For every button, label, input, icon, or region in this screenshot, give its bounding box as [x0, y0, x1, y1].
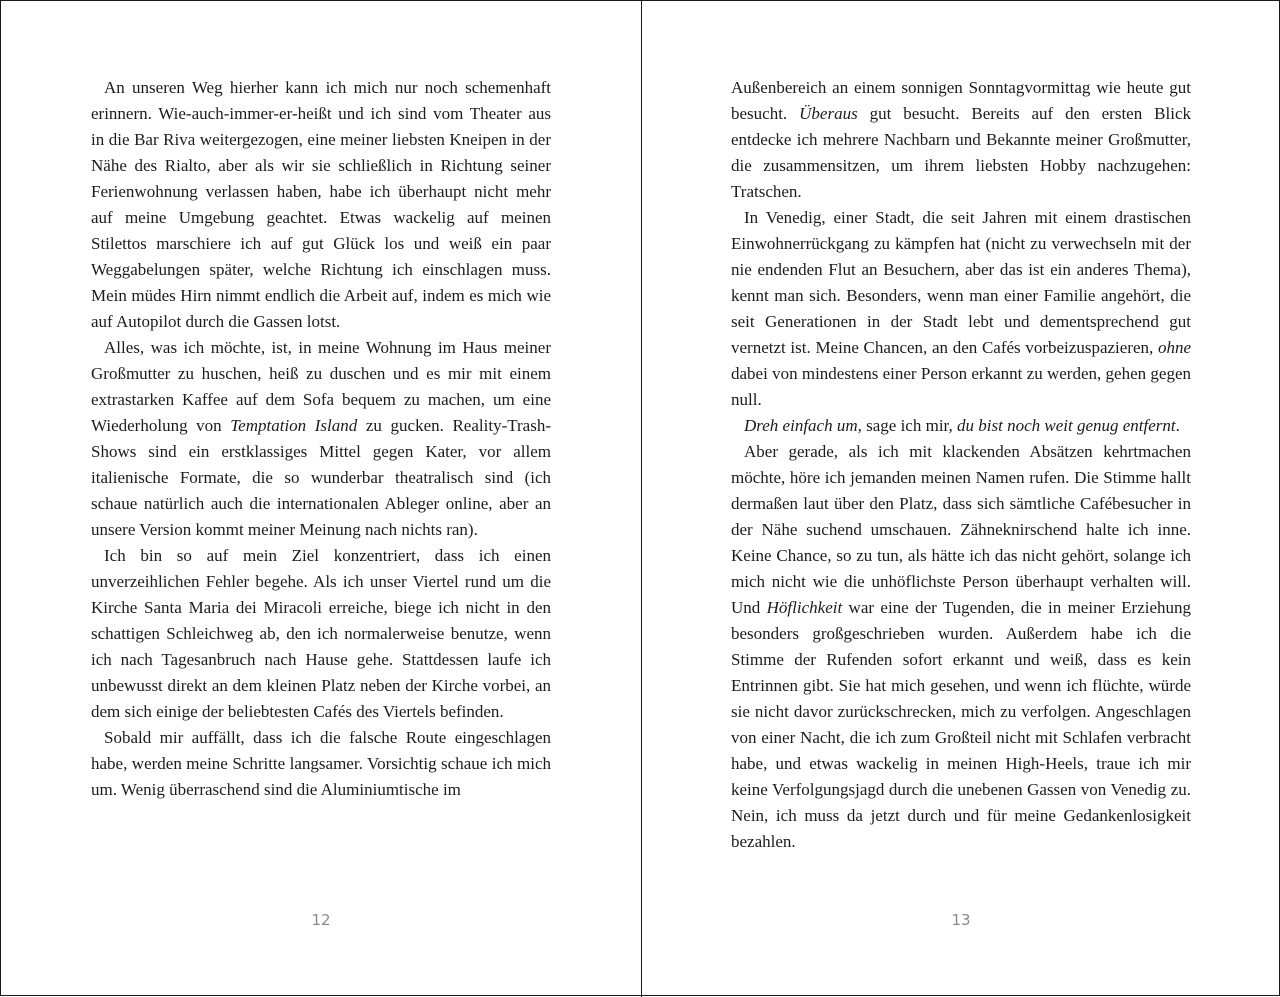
paragraph-text: .: [1175, 416, 1180, 435]
italic-emphasis: Überaus: [799, 104, 858, 123]
paragraph-text: Außenbereich an einem sonnigen Sonntagvormittag wie heute gut besucht.: [731, 78, 1191, 123]
paragraph-text: Aber gerade, als ich mit klackenden Absätzen kehrtmachen möchte, höre ich jemanden meinen Namen rufen. Die Stimme hallt dermaßen laut über den Platz, dass sich sämtliche Cafébesucher in der Nähe suchend umschauen. Zähneknirschend halte ich inne. Keine Chance, so zu tun, als hätte ich das nicht gehört, solange ich mich nicht wie die unhöflichste Person überhaupt verhalten will. Und: [731, 442, 1191, 617]
italic-emphasis: ohne: [1157, 338, 1191, 357]
italic-emphasis: Höflichkeit: [766, 598, 843, 617]
page-number-left: 12: [311, 911, 331, 929]
left-page-text: [91, 75, 551, 803]
paragraph-text: gut besucht. Bereits auf den ersten Blick entdecke ich mehrere Nachbarn und Bekannte meiner Großmutter, die zusammensitzen, um ihrem liebsten Hobby nachzugehen: Tratschen.: [731, 104, 1191, 201]
page-number-right: 13: [951, 911, 971, 929]
paragraph: Ich bin so auf mein Ziel konzentriert, dass ich einen unverzeihlichen Fehler begehe. Als ich unser Viertel rund um die Kirche Santa Maria dei Miracoli erreiche, biege ich nicht in den schattigen Schleichweg ab, den ich normalerweise benutze, wenn ich nach Tagesanbruch nach Hause gehe. Stattdessen laufe ich unbewusst direkt an dem kleinen Platz neben der Kirche vorbei, an dem sich einige der beliebtesten Cafés des Viertels befinden.: [91, 546, 551, 721]
page-gutter: [641, 1, 642, 997]
italic-title: Temptation Island: [230, 416, 358, 435]
paragraph-text: , sage ich mir,: [857, 416, 958, 435]
italic-thought: Dreh einfach um: [744, 416, 858, 435]
paragraph: [731, 75, 1191, 205]
right-page-text: [731, 75, 1191, 855]
paragraph-text: In Venedig, einer Stadt, die seit Jahren mit einem drastischen Einwohnerrückgang zu kämpfen hat (nicht zu verwechseln mit der nie endenden Flut an Besuchern, aber das ist ein anderes Thema), kennt man sich. Besonders, wenn man einer Familie angehört, die seit Generationen in der Stadt lebt und dementsprechend gut vernetzt ist. Meine Chancen, an den Cafés vorbeizuspazieren,: [731, 208, 1191, 357]
paragraph-text: zu gucken. Reality-Trash-Shows sind ein erstklassiges Mittel gegen Kater, vor allem italienische Formate, die so wunderbar theatralisch sind (ich schaue natürlich auch die internationalen Ableger online, aber an unsere Version kommt meiner Meinung nach nichts ran).: [91, 416, 552, 539]
paragraph-text: war eine der Tugenden, die in meiner Erziehung besonders großgeschrieben wurden. Außerdem habe ich die Stimme der Rufenden sofort erkannt und weiß, dass es kein Entrinnen gibt. Sie hat mich gesehen, und wenn ich flüchte, würde sie nicht davor zurückschrecken, mich zu verfolgen. Angeschlagen von einer Nacht, die ich zum Großteil nicht mit Schlafen verbracht habe, und etwas wackelig in meinen High-Heels, traue ich mir keine Verfolgungsjagd durch die unebenen Gassen von Venedig zu. Nein, ich muss da jetzt durch und für meine Gedankenlosigkeit bezahlen.: [731, 598, 1192, 851]
paragraph: [731, 413, 1191, 439]
paragraph: [731, 205, 1191, 413]
paragraph: An unseren Weg hierher kann ich mich nur noch schemenhaft erinnern. Wie-auch-immer-er-heißt und ich sind vom Theater aus in die Bar Riva weitergezogen, eine meiner liebsten Kneipen in der Nähe des Rialto, aber als wir sie schließlich in Richtung seiner Ferienwohnung verlassen haben, habe ich überhaupt nicht mehr auf meine Umgebung geachtet. Etwas wackelig auf meinen Stilettos marschiere ich auf gut Glück los und weiß ein paar Weggabelungen später, welche Richtung ich einschlagen muss. Mein müdes Hirn nimmt endlich die Arbeit auf, indem es mich wie auf Autopilot durch die Gassen lotst.: [91, 78, 551, 331]
paragraph-text: Alles, was ich möchte, ist, in meine Wohnung im Haus meiner Großmutter zu huschen, heiß zu duschen und es mir mit einem extrastarken Kaffee auf dem Sofa bequem zu machen, um eine Wiederholung von: [91, 338, 551, 435]
paragraph-text: dabei von mindestens einer Person erkannt zu werden, gehen gegen null.: [731, 364, 1191, 409]
paragraph: [91, 335, 551, 543]
italic-thought: du bist noch weit genug entfernt: [957, 416, 1176, 435]
paragraph: Sobald mir auffällt, dass ich die falsche Route eingeschlagen habe, werden meine Schritte langsamer. Vorsichtig schaue ich mich um. Wenig überraschend sind die Aluminiumtische im: [91, 728, 551, 799]
paragraph: [731, 439, 1191, 855]
